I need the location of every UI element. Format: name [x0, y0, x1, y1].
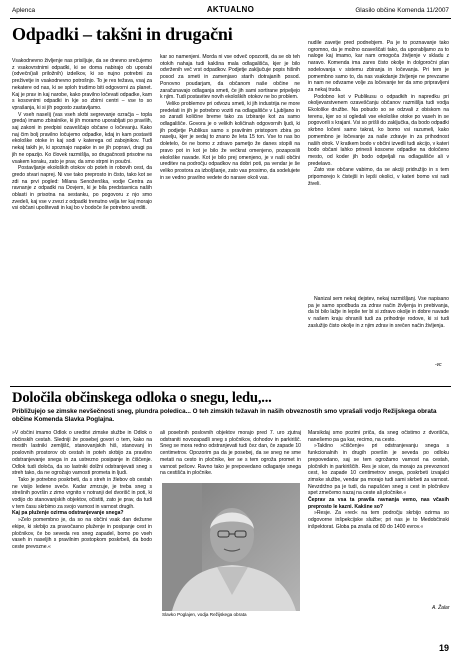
paragraph: Zato vse občane vabimo, da se akciji pridružijo in s tem pripomorejo k čistejši in lepši okolici, v kateri bomo vsi radi živeli.: [308, 167, 449, 187]
page-header: [10, 4, 451, 19]
paragraph: Marsikdaj smo pozimi priča, da sneg očistimo z dvorišča, nanešemo pa ga kar, recimo, na cesto.: [308, 430, 449, 443]
header-publication: Glasilo občine Komenda 11/2007: [355, 7, 449, 14]
portrait-photo-image: [162, 483, 300, 611]
paragraph: »Takšno »čiščenje« pri odstranjevanju snega s funkcionalnih in drugih površin je seveda po odloku prepovedano, saj se tem ogrožamo varnost na cestah, pločnikih in parkiriščih. Res je sicer, da morajo za prevoznost cest, ko zapade 10 centimetrov snega, poskrbeti izvajalci zimske službe, vendar pa morajo tudi sami skrbeti za varnost. Nevzdržno pa je tudi, da napušćen sneg s cest in pločnikov spet zmečemo nazaj na ceste ali pločnike.«: [308, 443, 449, 497]
article2-column-2: [160, 430, 301, 482]
article2-title: Določila občinskega odloka o snegu, ledu,...: [12, 390, 272, 406]
paragraph: ali posebnih poslovnih objektov morajo pred 7. uro zjutraj odstraniti novozapadli sneg s pločnikov, dohodov in parkirišč. Sneg se mora redno odstranjevati tudi čez dan, če zapade 10 centimetrov. Opozorim pa da je posebej, da se sneg ne sme metati na cesto in pločnike, ker se s tem ogroža promet in varnost pešcev. Ravno tako je prepovedano odlaganje snega na cestišča in pločnike.: [160, 430, 301, 477]
section-divider: [10, 386, 451, 387]
photo-caption: Slavko Poglajen, vodja Režijskega obrata: [162, 612, 247, 617]
header-section: AKTUALNO: [206, 5, 255, 14]
paragraph: V vseh naselij (vas vseh skrbi segrevanje ozračja – topla greda) imamo zbiralnike, ki jih moramo uporabljati po pravilih, saj zakoni in predpisi ozaveščajo občane o ločevanju. Kako naj čim bolj pravilno ločujemo odpadke, kdaj in kam postaviti ekološke otoke in kaj sodi v katerega od zabojnikov. Tudi nekaj takih je, ki spoznajo napake in se jih popravi, drugi pa jih ne opazijo. Ko človek razmišlja, so drugačnosti prisotne na vsakem koraku, zato je prav, da smo strpni in poučni.: [12, 111, 152, 165]
article2-signature: A. Žalar: [432, 605, 450, 611]
portrait-photo: [162, 483, 300, 611]
article1-column-3-end: [308, 296, 449, 356]
article1-title: Odpadki – takšni in drugačni: [12, 24, 233, 44]
paragraph: Postavljanje ekoloških otokov ob poteh in robovih cest, da gredo stvari naprej. Ni vse tako preprosto in čisto, tako kot se zdi na prvi pogled: Milana Senoženška, vodje Centra za ravnanje z odpadki na Dovjem, ki je bila predstavnica naših oblasti in prisotna na sestanku, po pogovoru z njo smo zvedeli, kaj vse v zvezi z odpadki trenutno velja ter kaj morajo vsi občani upoštevati in kaj bo v bodoče še potrebno urediti.: [12, 165, 152, 212]
article2-lead: Približujejo se zimske nevšečnosti sneg, plundra poledica... O teh zimskih težavah in naših obveznostih smo vprašali vodjo Režijskega obrata občine Komenda Slavka Poglajna.: [12, 408, 437, 423]
header-left: Aplenca: [12, 7, 36, 14]
question: Kaj pa pluženje ozirma odstranjevanje snega?: [12, 510, 124, 517]
paragraph: nudile zavetje pred podnebjem. Pa je to poznavanje tako ogromno, da je možno ozaveščati tako, da uporabljamo za to naloge kaj imamo, kar nam omogoča življenje v skladu z naravo. Komenda ima zares čisto okolje in dolgoročni plan sodelovanja v sistemu zbiranja in ločevanja. Pri tem je pomembno samo to, da nas vsakdanje življenje ne prevzame in nam ne odvzame volje za ločevanje ter da smo pripravljeni za nekaj truda.: [308, 40, 449, 93]
paragraph: Veliko problemov pri odvozu smeti, ki jih industrija ne more predelati in jih je potrebno voziti na odlagališče v Ljubljano in so zaradi količine breme tako za izbiranje kot za samo odlagališče. Govora je o velikih količinah odgovornih ljudi, ki jih podjetje Publikus samo s pravilnim pristopom zbira po naselju, kjer je sedaj to znano že leta 15 ton. Vse to nas bo doletelo, če ne bomo z zdravo pametjo že danes stopili na pravo pot in kot je bilo že večkrat omenjeno, pozaposlili ekološke navade. Kot je bilo prej omenjeno, je v naši občini ureditev na področju odpadkov na dobri poti, pa vendar je še veliko prostora za izboljšanje, zato vas prosimo, da sodelujete in se vedno pravilno vedete do narave okoli vas.: [160, 100, 300, 181]
article1-signature: -vc: [435, 362, 442, 368]
article1-column-1: [12, 58, 152, 378]
paragraph: Tako je potrebno poskrbeti, da s streh in žlebov ob cestah ne visijo ledene sveče. Kadar zmrzuje, je treba sneg s strešnih površin z zimo vrgnito v notranji del dvorišč in poti, ki vodijo do stanovanjskih objektov, očistiti, zato je prav, da tudi v tem času skrbimo za svojo varnost in varnost drugih.: [12, 476, 152, 510]
article2-column-3: [308, 430, 449, 620]
question: Čeprav za vsa ta pravila ravnanja vemo, nas včasih preprosto le kazni. Kakšne so?: [308, 497, 449, 510]
paragraph: kar so namenjeni. Morda ni vse odveč opozoriti, da se ob teh otokih nahaja tudi kakšna mala odlagališča, kjer je bilo odvrženih več vrst odpadkov. Podjetje zaključuje popis hišnih posod za smeti in zamenjavo starih dotrajanih posod. Ponovno poudarjam, da občanom naše občine ne zaračunavajo odlaganja smeti, če jih sami sortirane pripeljejo k njim. Tudi postavitev novih ekoloških otokov ne bo problem.: [160, 54, 300, 101]
paragraph: Vsakodnevno življenje nas prisiljuje, da se dnevno srečujemo z vsakovrstnimi odpadki, ki se doma nabirajo ob uporabi (odvečni)ali priložnih) izdelkov, ki so nujno potrebni za preživetje in vsakodnevno potrošnjo. To je res težava, vsaj za nekatere od nas, ki se sploh trudimo biti odgovorni za planet. Kaj je prav in kaj narobe, kako pravilno ločevati odpadke, kam s kosovnimi odpadki in kje so zbirni centri – vse to so vprašanja, ki si jih pogosto zastavljamo.: [12, 58, 152, 111]
newspaper-page: [10, 0, 451, 665]
paragraph: Podobno kot v Publikusu o odpadkih in napredku pri okoljevarstvenem ozaveščanju občanov razmišlja tudi vodja Ekološke družbe. Na pobudo so se odzvali z obiskom na terenu, kjer so si ogledali vse ekološke otoke po vaseh in se pogovorili s krajani. Vsi so prišli do zaključka, da bodo odpadki skrbno ločeni samo takrat, ko bomo vsi razumeli, kako pomembno je ločevanje za naše zdravje in za prihodnost naših otrok. V kratkem bodo v občini izvedli tudi akcijo, v kateri bodo občani lahko prinesli kosovne odpadke na določeno mesto, od koder jih bodo odpeljali na odlagališče ali v predelavo.: [308, 93, 449, 167]
page-number: 19: [438, 643, 449, 653]
paragraph: »Resje. Za »red« na tem področju skrbijo ozirma so odgovorne inšpekcijske službe; pri nas je to Medobčinski inšpektorat. Globa pa znaša od 80 do 1400 evrov.«: [308, 510, 449, 530]
paragraph: Nanizal sem nekaj dejstev, nekaj razmišljanj. Vse napisano pa je samo spodbuda za zdrav način življenja in prebivanja, da bi bilo lažje in lepše ter bi si zdravo okolje in dobre navade v našem kraju ohranili tudi za prihodnje rodove, ki si tudi zaslužijo čisto okolje in z njim zdrav in srečen način življenja.: [308, 296, 449, 329]
paragraph: »Zelo pomembno je, da so na občini vsak dan dežurne ekipe, ki skrbijo za pravočasno pluženje in posipanje cest in pločnikov, če bo seveda res sneg zapadel, bomo po vseh vaseh in naseljih s pravilnim postopkom poskrbeli, da bodo ceste prevozne.«: [12, 517, 152, 550]
article1-column-3: [308, 40, 449, 300]
article2-column-1: [12, 430, 152, 620]
paragraph: »V občini imamo Odlok o ureditvi zimske službe in Odlok o občinskih cestah. Sledniji že posebej govori o tem, kako na mestih lastniki zemljišč, stanovanjskih hiš, stanovanj in poslovnih prostorov ob cestah in poteh skrbijo za pravilno odstranjevanje snega in za ustrezno posipanje in čiščenje. Odlok tudi določa, da so lastniki dolžni odstranjevati sneg s streh tako, da ne ogrožajo varnosti prometa in ljudi.: [12, 430, 152, 477]
article1-column-2: [160, 54, 300, 378]
